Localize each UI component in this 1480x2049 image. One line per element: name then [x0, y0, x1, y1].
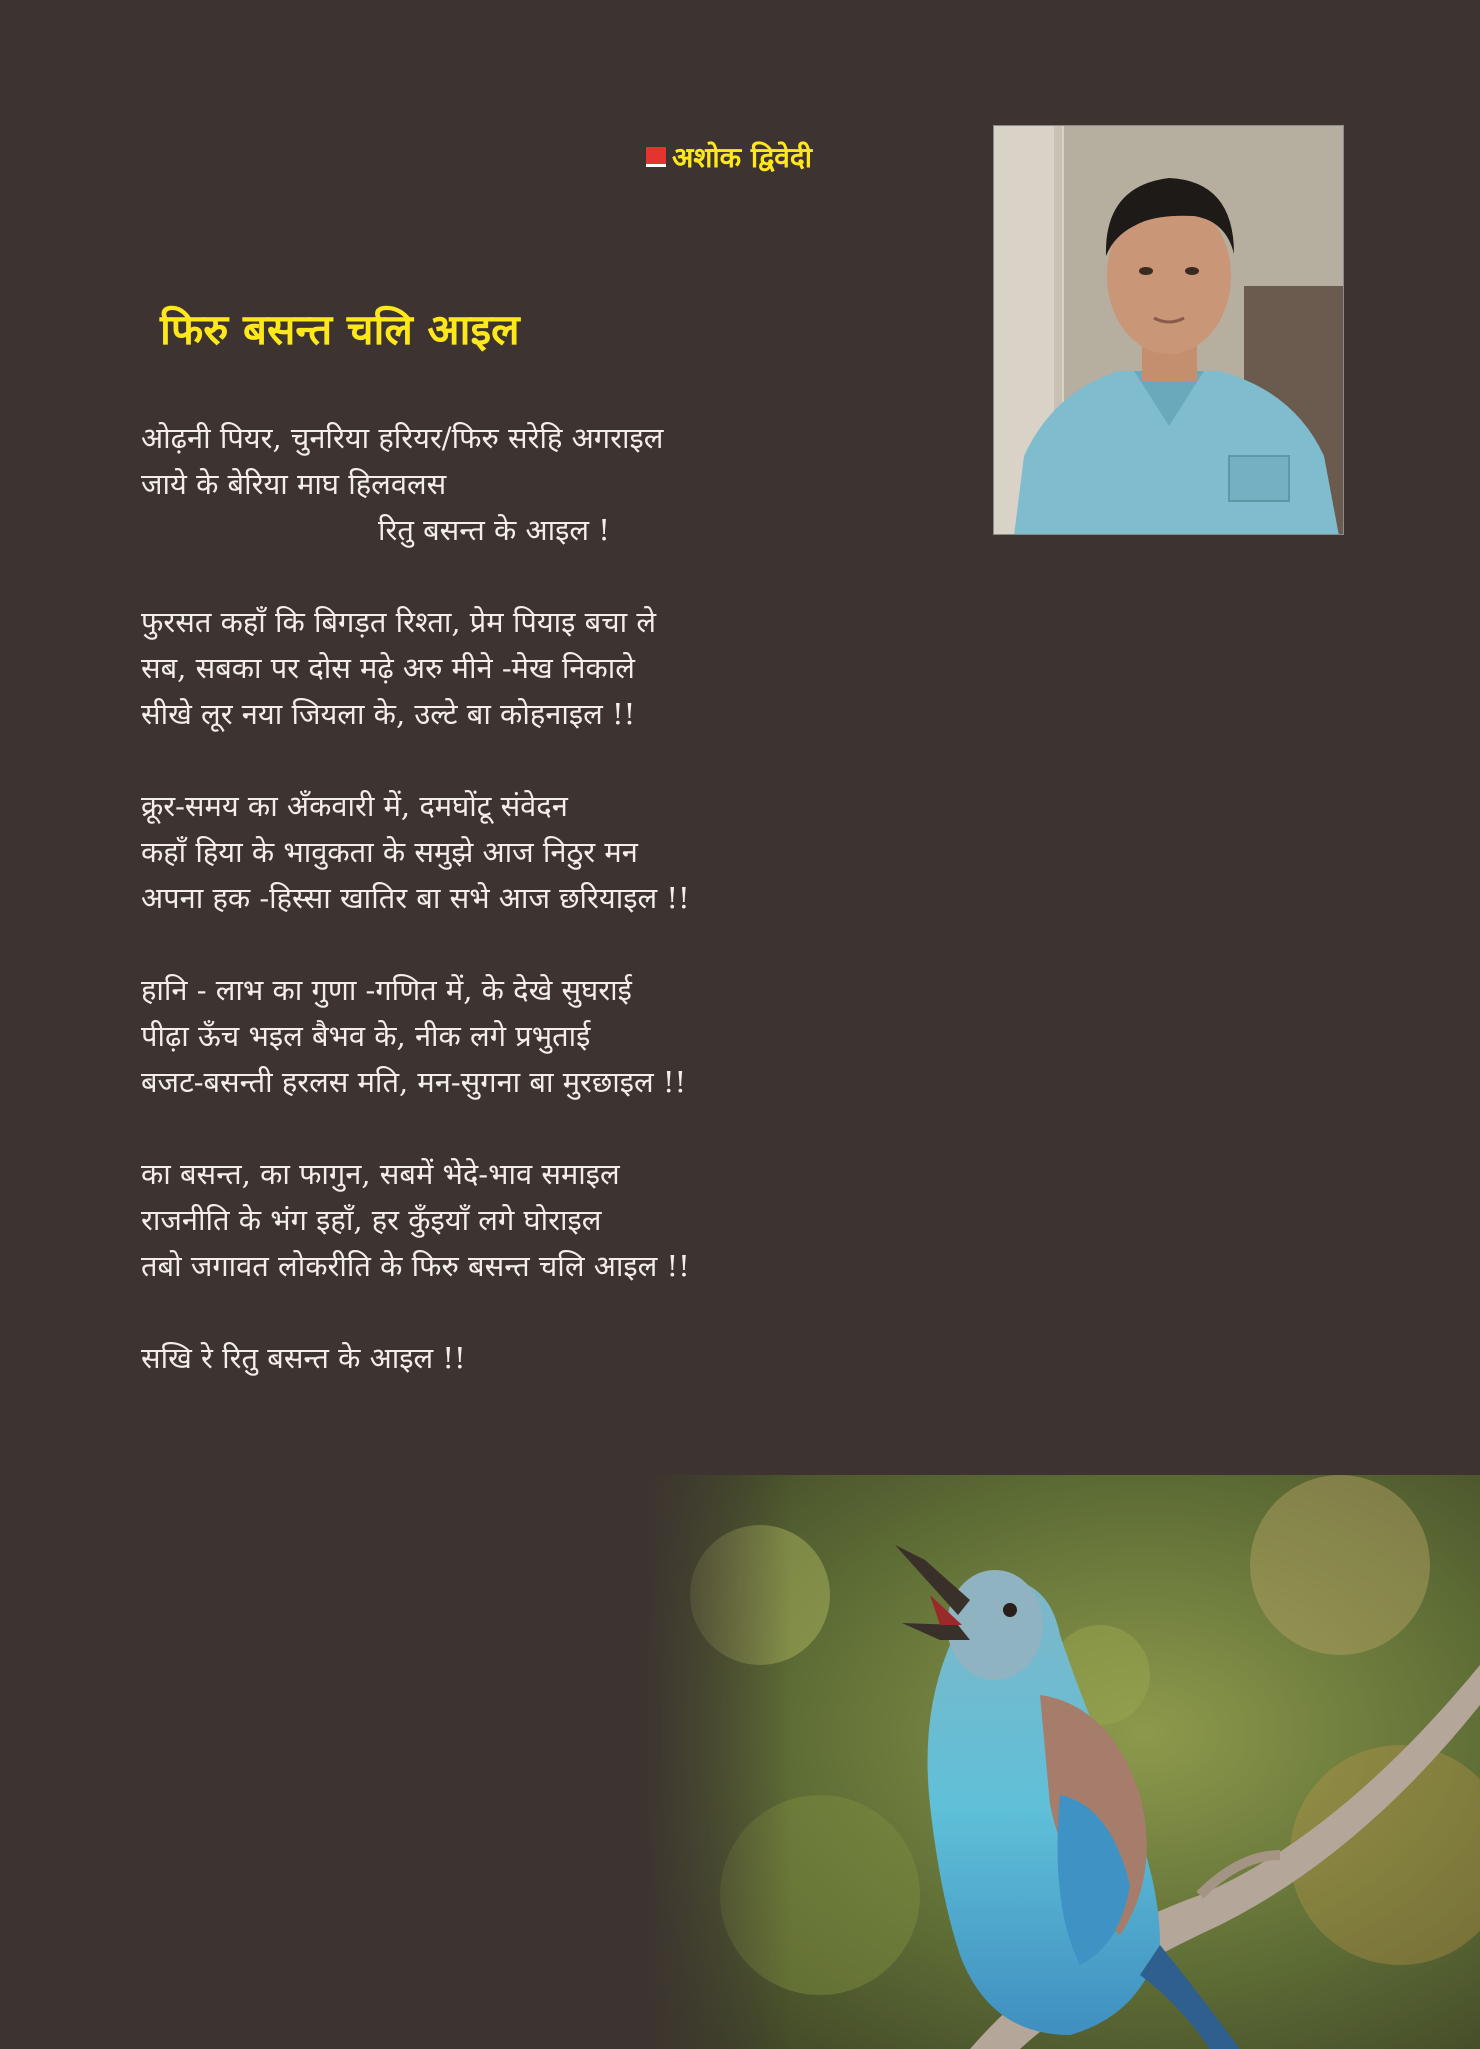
poem-stanza [141, 599, 841, 737]
poem-line: हानि - लाभ का गुणा -गणित में, के देखे सुघराई [141, 973, 632, 1007]
poem-stanza [141, 1335, 841, 1381]
bird-illustration [640, 1475, 1480, 2049]
poem-line: का बसन्त, का फागुन, सबमें भेदे-भाव समाइल [141, 1157, 620, 1191]
poem-line: बजट-बसन्ती हरलस मति, मन-सुगना बा मुरछाइल !! [141, 1065, 687, 1099]
poem-stanza [141, 967, 841, 1105]
poem-line: पीढ़ा ऊँच भइल बैभव के, नीक लगे प्रभुताई [141, 1019, 591, 1053]
bird-photo [640, 1475, 1480, 2049]
poem-stanza [141, 415, 841, 553]
poem-line: सीखे लूर नया जियला के, उल्टे बा कोहनाइल !! [141, 697, 636, 731]
poem-line: अपना हक -हिस्सा खातिर बा सभे आज छरियाइल !! [141, 881, 690, 915]
author-portrait-photo [993, 125, 1344, 535]
bullet-marker-icon [646, 147, 666, 167]
poem-body [141, 415, 841, 1427]
poem-stanza [141, 1151, 841, 1289]
poem-line: ओढ़नी पियर, चुनरिया हरियर/फिरु सरेहि अगराइल [141, 421, 664, 455]
poem-line: सखि रे रितु बसन्त के आइल !! [141, 1341, 466, 1375]
poem-stanza [141, 783, 841, 921]
author-byline [646, 138, 812, 176]
portrait-illustration [994, 126, 1344, 535]
poem-line: सब, सबका पर दोस मढ़े अरु मीने -मेख निकाले [141, 651, 635, 685]
poem-line: फुरसत कहाँ कि बिगड़त रिश्ता, प्रेम पियाइ बचा ले [141, 605, 657, 639]
poem-line: तबो जगावत लोकरीति के फिरु बसन्त चलि आइल !! [141, 1249, 690, 1283]
poem-line: क्रूर-समय का अँकवारी में, दमघोंटू संवेदन [141, 789, 568, 823]
author-name: अशोक द्विवेदी [672, 141, 812, 174]
poem-line: जाये के बेरिया माघ हिलवलस [141, 467, 447, 501]
poem-line: कहाँ हिया के भावुकता के समुझे आज निठुर मन [141, 835, 638, 869]
poem-title: फिरु बसन्त चलि आइल [160, 305, 520, 354]
poem-line: राजनीति के भंग इहाँ, हर कुँइयाँ लगे घोराइल [141, 1203, 602, 1237]
poem-line: रितु बसन्त के आइल ! [378, 513, 610, 547]
